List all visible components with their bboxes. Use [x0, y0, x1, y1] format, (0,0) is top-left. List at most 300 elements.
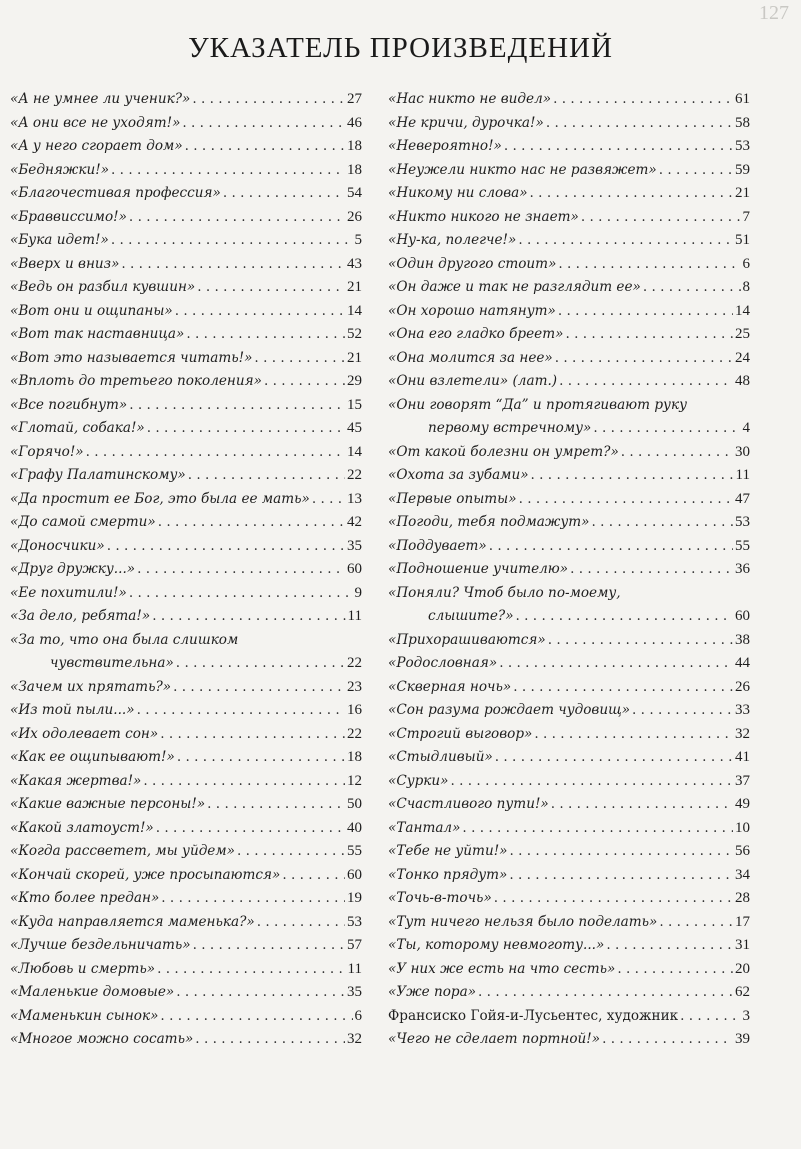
leader-dots	[176, 981, 345, 1005]
leader-dots	[478, 981, 733, 1005]
leader-dots	[192, 88, 345, 112]
index-entry	[10, 535, 362, 559]
index-entry	[10, 1005, 362, 1029]
index-entry-page: 31	[735, 937, 750, 953]
leader-dots	[581, 206, 741, 230]
leader-dots	[602, 1028, 733, 1052]
index-entry	[388, 253, 750, 277]
index-entry-title: «Любовь и смерть»	[10, 960, 156, 977]
leader-dots	[264, 370, 345, 394]
index-entry-page: 14	[735, 302, 750, 319]
leader-dots	[257, 911, 345, 935]
index-entry	[388, 934, 750, 958]
index-column-left	[10, 88, 362, 1052]
index-column-right	[388, 88, 750, 1052]
index-entry	[10, 347, 362, 371]
index-entry	[388, 911, 750, 935]
index-entry-page: 18	[347, 749, 362, 765]
index-entry-page: 62	[735, 984, 750, 1000]
index-entry	[10, 1028, 362, 1052]
index-entry	[388, 112, 750, 136]
index-entry-page: 41	[735, 749, 750, 765]
index-entry-page: 7	[742, 208, 750, 225]
index-entry-title: Франсиско Гойя-и-Лусьентес, художник	[388, 1007, 679, 1024]
index-entry-page: 18	[347, 138, 362, 154]
index-entry-title: «Один другого стоит»	[388, 255, 557, 272]
index-entry-title-line1: «Поняли? Чтоб было по-моему,	[388, 584, 621, 601]
leader-dots	[160, 723, 345, 747]
index-entry-title: «Да простит ее Бог, это была ее мать»	[10, 490, 310, 507]
index-entry	[388, 488, 750, 512]
index-entry	[388, 511, 750, 535]
index-entry-page: 58	[735, 114, 750, 131]
leader-dots	[548, 629, 733, 653]
index-entry-page: 13	[347, 490, 362, 507]
index-entry	[10, 981, 362, 1005]
leader-dots	[617, 958, 733, 982]
index-entry-page: 55	[347, 843, 362, 859]
index-entry-title: «Из той пыли...»	[10, 702, 135, 718]
index-entry-title: «Все погибнут»	[10, 396, 128, 413]
index-entry-title: «Какая жертва!»	[10, 772, 142, 789]
index-entry-title: «Сон разума рождает чудовищ»	[388, 702, 631, 718]
index-entry	[10, 793, 362, 817]
leader-dots	[158, 511, 345, 535]
index-entry-title: «Благочестивая профессия»	[10, 185, 221, 201]
index-entry-title: «Когда рассветет, мы уйдем»	[10, 843, 235, 859]
index-entry	[10, 605, 362, 629]
index-entry-page: 12	[347, 772, 362, 789]
index-entry	[10, 229, 362, 253]
index-entry-page: 20	[735, 960, 750, 977]
index-entry	[388, 864, 750, 888]
index-entry-title-line2: чувствительна»	[50, 655, 174, 671]
index-entry-page: 26	[347, 208, 362, 225]
index-entry	[388, 464, 750, 488]
leader-dots	[519, 488, 733, 512]
index-entry-page: 22	[347, 655, 362, 671]
index-entry-title: «Тонко прядут»	[388, 866, 508, 883]
leader-dots	[137, 699, 345, 723]
index-entry	[388, 159, 750, 183]
leader-dots	[516, 605, 733, 629]
index-entry-page: 52	[347, 326, 362, 342]
index-entry-title: «Не кричи, дурочка!»	[388, 114, 544, 131]
index-entry-title: «Подношение учителю»	[388, 561, 569, 577]
index-entry	[10, 699, 362, 723]
index-entry	[388, 300, 750, 324]
index-entry-title-line1: «За то, что она была слишком	[10, 631, 239, 648]
leader-dots	[531, 464, 734, 488]
index-entry	[10, 911, 362, 935]
index-entry-page: 19	[347, 890, 362, 906]
index-entry	[388, 676, 750, 700]
index-entry-title: «Бука идет!»	[10, 232, 109, 248]
index-entry-title: «Родословная»	[388, 655, 498, 671]
index-entry-page: 54	[347, 185, 362, 201]
index-entry-title-line2: первому встречному»	[428, 420, 592, 436]
leader-dots	[161, 887, 345, 911]
index-entry-page: 6	[742, 255, 750, 272]
leader-dots	[111, 159, 345, 183]
index-entry-page: 60	[347, 866, 362, 883]
index-entry	[388, 347, 750, 371]
leader-dots	[188, 464, 345, 488]
index-entry-title: «Строгий выговор»	[388, 725, 533, 742]
index-entry-page: 37	[735, 772, 750, 789]
leader-dots	[591, 511, 733, 535]
leader-dots	[555, 347, 733, 371]
leader-dots	[129, 394, 345, 418]
index-entry	[10, 558, 362, 582]
leader-dots	[606, 934, 733, 958]
index-entry-title: «Охота за зубами»	[388, 467, 529, 483]
leader-dots	[197, 276, 345, 300]
index-entry-page: 21	[735, 185, 750, 201]
index-entry-page: 32	[347, 1031, 362, 1047]
index-entry-title: «Чего не сделает портной!»	[388, 1031, 601, 1047]
index-entry-title: «Вот это называется читать!»	[10, 349, 253, 366]
index-entry-title-line2: слышите?»	[428, 608, 514, 624]
index-entry	[388, 699, 750, 723]
index-entry-page: 15	[347, 396, 362, 413]
leader-dots	[558, 300, 733, 324]
index-entry-title: «А у него сгорает дом»	[10, 138, 183, 154]
index-entry-title: «У них же есть на что сесть»	[388, 960, 616, 977]
index-entry	[388, 370, 750, 394]
leader-dots	[518, 229, 733, 253]
index-entry-page: 35	[347, 537, 362, 554]
leader-dots	[593, 417, 740, 441]
index-entry-title: «Маленькие домовые»	[10, 984, 175, 1000]
index-entry-page: 24	[735, 349, 750, 366]
index-entry-title: «Лучше бездельничать»	[10, 937, 191, 953]
leader-dots	[157, 958, 345, 982]
index-entry	[10, 394, 362, 418]
index-entry	[10, 159, 362, 183]
index-entry-title: «За дело, ребята!»	[10, 608, 151, 624]
index-entry-page: 43	[347, 255, 362, 272]
index-entry-two-line	[388, 394, 750, 441]
index-entry-page: 36	[735, 561, 750, 577]
leader-dots	[195, 1028, 345, 1052]
index-entry-page: 42	[347, 514, 362, 530]
leader-dots	[176, 652, 345, 676]
index-entry	[10, 88, 362, 112]
index-entry	[388, 276, 750, 300]
index-entry-title: «Маменькин сынок»	[10, 1007, 159, 1024]
leader-dots	[509, 840, 733, 864]
leader-dots	[129, 206, 345, 230]
index-entry	[388, 1005, 750, 1029]
index-entry-title: «Какой златоуст!»	[10, 819, 154, 836]
index-entry-page: 60	[735, 608, 750, 624]
leader-dots	[237, 840, 345, 864]
index-entry	[388, 206, 750, 230]
index-entry-page: 53	[735, 514, 750, 530]
index-entry-page: 48	[735, 373, 750, 389]
index-entry	[388, 182, 750, 206]
index-entry-page: 28	[735, 890, 750, 906]
leader-dots	[499, 652, 733, 676]
index-entry-title-line1: «Они говорят “Да” и протягивают руку	[388, 396, 687, 413]
corner-page-number: 127	[759, 2, 789, 24]
leader-dots	[680, 1005, 740, 1029]
index-entry-title: «Как ее ощипывают!»	[10, 749, 175, 765]
leader-dots	[495, 746, 733, 770]
index-entry	[10, 676, 362, 700]
index-entry-page: 17	[735, 913, 750, 930]
index-entry-page: 22	[347, 467, 362, 483]
index-entry-page: 8	[742, 279, 750, 295]
index-entry-title: «А они все не уходят!»	[10, 114, 181, 131]
index-entry-title: «Бедняжки!»	[10, 161, 110, 178]
index-entry-page: 38	[735, 631, 750, 648]
index-entry-title: «Вверх и вниз»	[10, 255, 120, 272]
index-entry	[10, 511, 362, 535]
index-entry-title: «Тебе не уйти!»	[388, 843, 508, 859]
index-entry-title: «Стыдливый»	[388, 749, 493, 765]
index-entry-title: «Горячо!»	[10, 443, 84, 460]
index-entry-title: «Какие важные персоны!»	[10, 796, 206, 812]
index-entry-page: 61	[735, 91, 750, 107]
index-entry	[10, 323, 362, 347]
index-entry	[10, 887, 362, 911]
index-entry-page: 46	[347, 114, 362, 131]
index-entry-title: «Никому ни слова»	[388, 185, 528, 201]
leader-dots	[312, 488, 345, 512]
index-entry	[388, 229, 750, 253]
index-entry	[10, 958, 362, 982]
index-entry	[388, 817, 750, 841]
leader-dots	[282, 864, 345, 888]
leader-dots	[659, 159, 733, 183]
index-entry-title: «Глотай, собака!»	[10, 420, 145, 436]
index-entry	[10, 112, 362, 136]
index-entry-title: «Первые опыты»	[388, 490, 517, 507]
index-entry	[10, 934, 362, 958]
index-entry-title: «Нас никто не видел»	[388, 91, 552, 107]
index-entry-title: «Тантал»	[388, 819, 461, 836]
index-entry-page: 6	[354, 1007, 362, 1024]
leader-dots	[534, 723, 733, 747]
index-entry-page: 57	[347, 937, 362, 953]
leader-dots	[513, 676, 733, 700]
index-entry-title: «Друг дружку...»	[10, 561, 136, 577]
leader-dots	[504, 135, 733, 159]
index-entry-page: 3	[742, 1007, 750, 1024]
index-entry-title: «Вот так наставница»	[10, 326, 185, 342]
leader-dots	[182, 112, 345, 136]
leader-dots	[173, 676, 345, 700]
leader-dots	[223, 182, 345, 206]
leader-dots	[570, 558, 733, 582]
index-entry	[388, 88, 750, 112]
index-entry-page: 21	[347, 349, 362, 366]
index-entry-page: 51	[735, 232, 750, 248]
leader-dots	[175, 300, 345, 324]
index-entry-title: «От какой болезни он умрет?»	[388, 443, 619, 460]
leader-dots	[121, 253, 345, 277]
index-entry	[388, 135, 750, 159]
leader-dots	[185, 135, 345, 159]
index-entry-page: 16	[347, 702, 362, 718]
index-entry-page: 29	[347, 373, 362, 389]
index-entry-title: «Вот они и ощипаны»	[10, 302, 173, 319]
leader-dots	[177, 746, 345, 770]
index-entry	[10, 417, 362, 441]
index-entry	[10, 746, 362, 770]
index-entry	[388, 840, 750, 864]
leader-dots	[621, 441, 733, 465]
index-entry-title: «Прихорашиваются»	[388, 631, 546, 648]
index-entry-title: «Невероятно!»	[388, 138, 502, 154]
index-entry	[388, 793, 750, 817]
index-entry-title: «Неужели никто нас не развяжет»	[388, 161, 657, 178]
leader-dots	[558, 253, 740, 277]
index-entry-title: «Доносчики»	[10, 537, 105, 554]
index-entry	[388, 441, 750, 465]
index-entry	[10, 723, 362, 747]
index-entry-page: 35	[347, 984, 362, 1000]
index-entry	[10, 840, 362, 864]
index-entry	[10, 182, 362, 206]
leader-dots	[632, 699, 733, 723]
leader-dots	[551, 793, 733, 817]
leader-dots	[643, 276, 741, 300]
index-entry-page: 14	[347, 302, 362, 319]
index-entry-page: 25	[735, 326, 750, 342]
index-entry-page: 22	[347, 725, 362, 742]
index-entry-title: «Вплоть до третьего поколения»	[10, 373, 262, 389]
index-entry	[10, 276, 362, 300]
index-entry	[10, 488, 362, 512]
index-entry	[10, 864, 362, 888]
index-entry-title: «Никто никого не знает»	[388, 208, 579, 225]
index-entry-page: 27	[347, 91, 362, 107]
index-entry-title: «Многое можно сосать»	[10, 1031, 194, 1047]
index-entry-title: «Ее похитили!»	[10, 584, 127, 601]
index-entry-page: 11	[347, 608, 362, 624]
leader-dots	[107, 535, 345, 559]
index-entry-page: 45	[347, 420, 362, 436]
leader-dots	[559, 370, 733, 394]
leader-dots	[509, 864, 733, 888]
index-entry	[10, 441, 362, 465]
leader-dots	[659, 911, 733, 935]
leader-dots	[160, 1005, 352, 1029]
index-entry-page: 34	[735, 866, 750, 883]
index-entry-two-line	[388, 582, 750, 629]
index-entry-page: 10	[735, 819, 750, 836]
index-entry-title: «Их одолевает сон»	[10, 725, 159, 742]
index-entry-page: 56	[735, 843, 750, 859]
index-entry-page: 14	[347, 443, 362, 460]
index-entry-title: «Тут ничего нельзя было поделать»	[388, 913, 658, 930]
index-entry-title: «Она его гладко бреет»	[388, 326, 564, 342]
index-entry-title: «Зачем их прятать?»	[10, 678, 172, 695]
index-entry	[10, 464, 362, 488]
index-entry-title: «Графу Палатинскому»	[10, 467, 186, 483]
index-entry	[10, 135, 362, 159]
index-entry	[388, 746, 750, 770]
leader-dots	[451, 770, 734, 794]
index-entry	[10, 206, 362, 230]
leader-dots	[494, 887, 733, 911]
index-entry	[388, 887, 750, 911]
index-entry	[388, 652, 750, 676]
index-entry-page: 26	[735, 678, 750, 695]
index-entry-page: 32	[735, 725, 750, 742]
index-entry	[388, 723, 750, 747]
leader-dots	[193, 934, 345, 958]
index-entry-two-line	[10, 629, 362, 676]
index-entry	[10, 817, 362, 841]
leader-dots	[186, 323, 345, 347]
leader-dots	[147, 417, 345, 441]
leader-dots	[143, 770, 345, 794]
leader-dots	[129, 582, 353, 606]
index-entry-title: «Счастливого пути!»	[388, 796, 549, 812]
leader-dots	[489, 535, 733, 559]
index-entry	[10, 770, 362, 794]
index-entry-page: 49	[735, 796, 750, 812]
index-entry-title: «Она молится за нее»	[388, 349, 553, 366]
index-entry-title: «Ведь он разбил кувшин»	[10, 279, 196, 295]
page-title: УКАЗАТЕЛЬ ПРОИЗВЕДЕНИЙ	[188, 32, 613, 64]
index-entry	[388, 558, 750, 582]
leader-dots	[462, 817, 733, 841]
index-entry-title: «Они взлетели» (лат.)	[388, 373, 558, 389]
index-entry-page: 53	[735, 138, 750, 154]
index-entry-page: 23	[347, 678, 362, 695]
index-entry	[388, 770, 750, 794]
index-entry-page: 59	[735, 161, 750, 178]
leader-dots	[156, 817, 345, 841]
leader-dots	[254, 347, 345, 371]
leader-dots	[207, 793, 345, 817]
index-entry-title: «Ну-ка, полегче!»	[388, 232, 517, 248]
index-entry-title: «Сурки»	[388, 772, 449, 789]
index-entry-title: «Он хорошо натянут»	[388, 302, 556, 319]
index-entry-page: 11	[347, 960, 362, 977]
index-entry-page: 39	[735, 1031, 750, 1047]
index-entry-title: «Куда направляется маменька?»	[10, 913, 255, 930]
index-entry-page: 9	[354, 584, 362, 601]
leader-dots	[565, 323, 733, 347]
index-entry-title: «Поддувает»	[388, 537, 487, 554]
index-entry-title: «Браввиссимо!»	[10, 208, 127, 225]
index-entry-title: «Ты, которому невмоготу...»	[388, 937, 605, 953]
index-entry-page: 55	[735, 537, 750, 554]
index-entry-page: 47	[735, 490, 750, 507]
index-entry	[10, 253, 362, 277]
index-entry-title: «А не умнее ли ученик?»	[10, 91, 191, 107]
index-entry	[388, 958, 750, 982]
index-entry-title: «Кончай скорей, уже просыпаются»	[10, 866, 281, 883]
leader-dots	[137, 558, 345, 582]
index-entry	[10, 370, 362, 394]
leader-dots	[553, 88, 733, 112]
index-entry-page: 21	[347, 279, 362, 295]
leader-dots	[530, 182, 733, 206]
index-entry-page: 11	[735, 467, 750, 483]
index-entry-title: «Кто более предан»	[10, 890, 160, 906]
index-entry	[388, 1028, 750, 1052]
index-entry	[388, 629, 750, 653]
index-entry	[388, 323, 750, 347]
leader-dots	[111, 229, 353, 253]
